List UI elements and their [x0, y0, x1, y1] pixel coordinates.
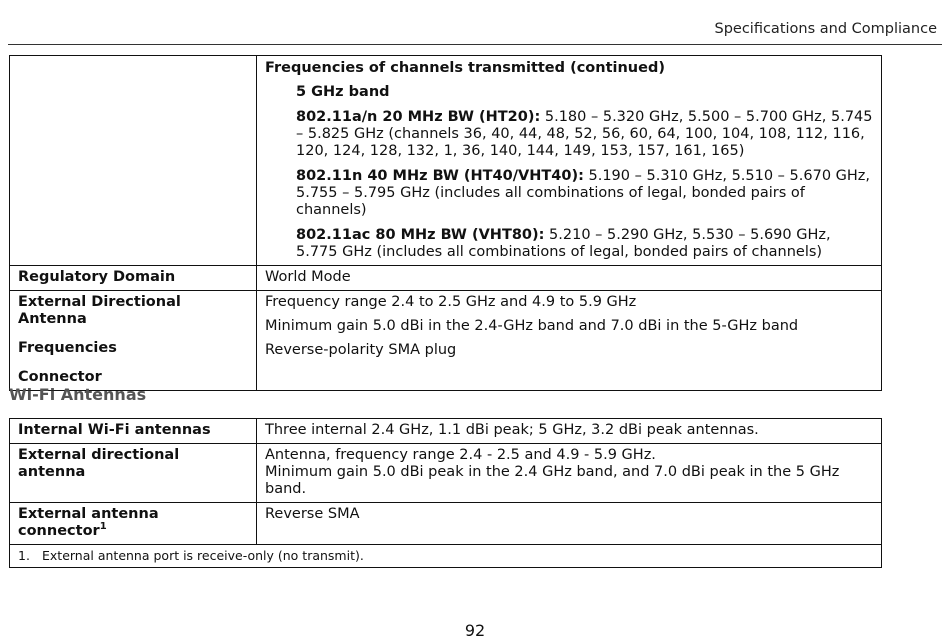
table-row	[10, 56, 882, 266]
spec-table-frequencies	[9, 55, 882, 391]
section-heading: Wi-Fi Antennas	[9, 385, 147, 404]
empty-label-cell	[10, 56, 257, 266]
regulatory-domain-label: Regulatory Domain	[10, 266, 257, 291]
spec-table-antennas	[9, 418, 882, 568]
table-row	[10, 444, 882, 503]
band-entry-value: 5.210 – 5.290 GHz, 5.530 – 5.690 GHz, 5.775 GHz (includes all combinations of legal, bonded pairs of channels)	[296, 227, 831, 260]
regulatory-domain-value: World Mode	[257, 266, 882, 291]
external-antenna-connector-value: Reverse SMA	[257, 503, 882, 545]
external-antenna-value-cell	[257, 291, 882, 391]
footnote	[10, 545, 882, 568]
connector-label: Connector	[18, 369, 102, 385]
external-directional-antenna-value	[257, 444, 882, 503]
value-line: Antenna, frequency range 2.4 - 2.5 and 4.9 - 5.9 GHz.	[265, 447, 656, 463]
table-row	[10, 419, 882, 444]
band-entry-ht40	[296, 168, 873, 219]
frequency-range-value: Frequency range 2.4 to 2.5 GHz and 4.9 to 5.9 GHz	[265, 294, 637, 310]
footnote-number: 1.	[18, 548, 30, 563]
frequency-cell	[257, 56, 882, 266]
band-entry-value: 5.180 – 5.320 GHz, 5.500 – 5.700 GHz, 5.745 – 5.825 GHz (channels 36, 40, 44, 48, 52, 56, 60, 64, 100, 104, 108, 112, 116, 120, 124, 128, 132, 1, 36, 140, 144, 149, 153, 157, 161, 165)	[296, 109, 873, 159]
table-row	[10, 291, 882, 391]
band-title: 5 GHz band	[296, 84, 390, 100]
connector-value: Reverse-polarity SMA plug	[265, 342, 457, 358]
header-rule	[8, 44, 942, 45]
internal-antennas-label: Internal Wi-Fi antennas	[10, 419, 257, 444]
page-number: 92	[464, 621, 486, 638]
footnote-ref: 1	[99, 521, 107, 533]
footnote-text: External antenna port is receive-only (no transmit).	[42, 548, 364, 563]
running-header: Specifications and Compliance	[714, 21, 937, 37]
band-entry-ht20	[296, 109, 873, 160]
external-antenna-connector-label	[10, 503, 257, 545]
band-entry-vht80	[296, 227, 873, 261]
value-line: Minimum gain 5.0 dBi peak in the 2.4 GHz band, and 7.0 dBi peak in the 5 GHz band.	[265, 464, 840, 497]
external-antenna-label-cell	[10, 291, 257, 391]
band-entry-key: 802.11a/n 20 MHz BW (HT20):	[296, 109, 541, 125]
external-directional-antenna-label: External Directional Antenna	[18, 294, 181, 327]
table-row	[10, 503, 882, 545]
minimum-gain-value: Minimum gain 5.0 dBi in the 2.4-GHz band and 7.0 dBi in the 5-GHz band	[265, 318, 799, 334]
connector-label-text: External antenna connector	[18, 506, 159, 539]
external-directional-antenna-label: External directional antenna	[10, 444, 257, 503]
band-entry-key: 802.11ac 80 MHz BW (VHT80):	[296, 227, 545, 243]
band-entry-value: 5.190 – 5.310 GHz, 5.510 – 5.670 GHz, 5.755 – 5.795 GHz (includes all combinations of legal, bonded pairs of channels)	[296, 168, 871, 218]
internal-antennas-value: Three internal 2.4 GHz, 1.1 dBi peak; 5 GHz, 3.2 dBi peak antennas.	[257, 419, 882, 444]
band-entry-key: 802.11n 40 MHz BW (HT40/VHT40):	[296, 168, 584, 184]
frequencies-label: Frequencies	[18, 340, 117, 356]
table-row	[10, 545, 882, 568]
frequencies-title: Frequencies of channels transmitted (continued)	[265, 60, 665, 76]
table-row	[10, 266, 882, 291]
